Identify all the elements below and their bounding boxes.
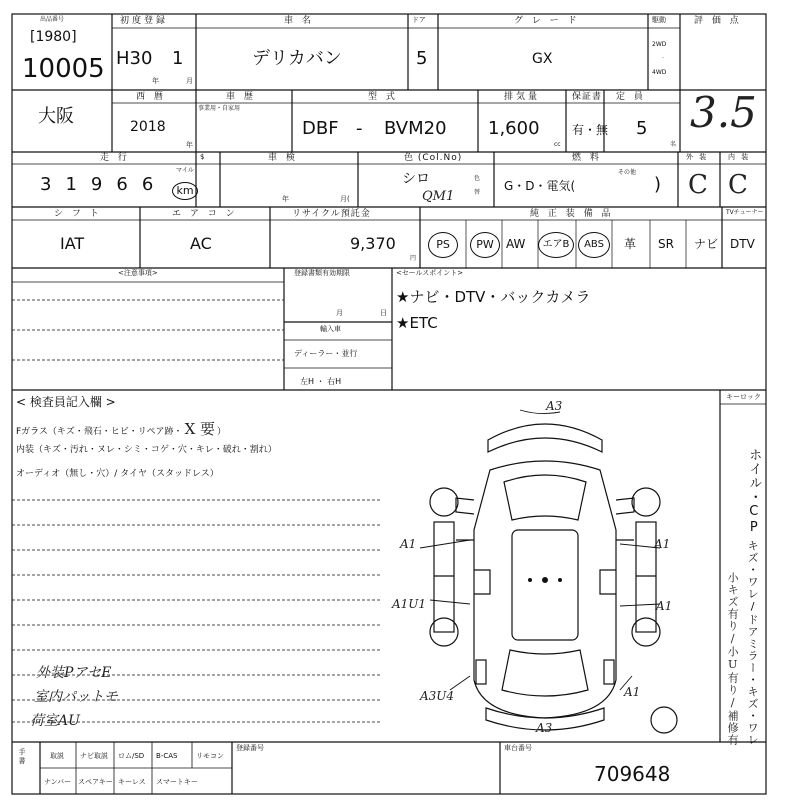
fuel-value: G・D・電気( bbox=[504, 179, 576, 193]
color-value: シロ bbox=[402, 171, 430, 187]
equipment-label: 純 正 装 備 品 bbox=[530, 209, 614, 219]
reg-number-label: 登録番号 bbox=[236, 744, 264, 752]
name-mark: 名 bbox=[670, 141, 677, 148]
bottom-hand-label: 手書 bbox=[18, 748, 26, 766]
cell-spare-key: スペアキー bbox=[78, 778, 113, 786]
equip-navi: ナビ bbox=[694, 237, 719, 251]
displacement-value: 1,600 bbox=[488, 118, 540, 139]
car-name: デリカバン bbox=[252, 48, 342, 69]
exhibit-number: 10005 bbox=[22, 54, 105, 84]
color-change-top: 色 bbox=[474, 175, 481, 182]
equip-airbag: エアB bbox=[538, 232, 574, 258]
wheel-note: ホイル・CP bbox=[746, 448, 762, 536]
recycle-label: リサイクル預託金 bbox=[292, 209, 371, 219]
recycle-value: 9,370 bbox=[350, 234, 396, 253]
hand-note-2: 室内パットモ bbox=[34, 689, 118, 705]
equip-sr: SR bbox=[658, 237, 674, 251]
sales-point-2: ★ETC bbox=[396, 314, 438, 332]
doc-day: 日 bbox=[380, 309, 387, 317]
sales-label: <セールスポイント> bbox=[396, 269, 464, 277]
mile-label: マイル bbox=[176, 167, 194, 174]
inspect-label: 車 検 bbox=[268, 153, 298, 163]
color-label: 色 (Col.No) bbox=[404, 153, 463, 163]
damage-mark-rear-left: A3U4 bbox=[420, 689, 455, 703]
mileage-digits: 3 1 9 6 6 bbox=[40, 174, 154, 195]
import-handle: 左H ・ 右H bbox=[300, 377, 342, 386]
warranty-value: 有・無 bbox=[572, 123, 609, 137]
car-name-label: 車 名 bbox=[284, 16, 314, 26]
location: 大阪 bbox=[38, 106, 74, 127]
damage-mark-rear-right: A1 bbox=[624, 685, 641, 699]
tv-tuner-label: TVチューナー bbox=[726, 209, 764, 216]
damage-mark-right-rear: A1 bbox=[656, 599, 673, 613]
doc-expiry-label: 登録書類有効期限 bbox=[294, 269, 350, 277]
year-mark-2: 年 bbox=[186, 141, 193, 149]
western-label: 西 暦 bbox=[136, 92, 166, 102]
sales-point-1: ★ナビ・DTV・バックカメラ bbox=[396, 288, 591, 306]
wheel-vertical-note: キズ・ワレ/ドアミラー・キズ・ワレ bbox=[746, 540, 760, 746]
month-mark: 月 bbox=[186, 77, 193, 85]
exhibit-year: [1980] bbox=[30, 29, 77, 45]
chassis-label: 車台番号 bbox=[504, 744, 532, 752]
score-value: 3.5 bbox=[690, 88, 757, 137]
western-year: 2018 bbox=[130, 119, 166, 135]
interior-value: C bbox=[728, 170, 748, 200]
cell-remote: リモコン bbox=[196, 752, 224, 760]
cell-bcas: B-CAS bbox=[156, 752, 178, 760]
chassis-number: 709648 bbox=[594, 762, 671, 786]
inspector-line-2: 内装（キズ・汚れ・ヌレ・シミ・コゲ・穴・キレ・破れ・割れ） bbox=[16, 445, 277, 455]
hand-note-3: 荷室AU bbox=[30, 713, 80, 729]
equip-leather: 革 bbox=[624, 237, 637, 251]
equip-pw: PW bbox=[470, 232, 500, 258]
keylock-label: キーロック bbox=[726, 393, 761, 401]
yen-mark: 円 bbox=[410, 255, 417, 262]
cc-mark: cc bbox=[554, 141, 561, 148]
drive-label: 駆動 bbox=[652, 16, 666, 24]
cell-plate: ナンバー bbox=[44, 778, 72, 786]
score-label: 評 価 点 bbox=[694, 16, 742, 26]
inspection-sub: 事業用・自家用 bbox=[198, 105, 241, 112]
capacity-value: 5 bbox=[636, 118, 648, 139]
exhibit-label: 出品番号 bbox=[40, 16, 65, 23]
inspector-line-3: オーディオ（無し・穴）/ タイヤ（スタッドレス） bbox=[16, 469, 219, 479]
fuel-label: 燃 料 bbox=[572, 153, 602, 163]
exterior-value: C bbox=[688, 170, 708, 200]
model-label: 型 式 bbox=[368, 92, 398, 102]
swap-label: $ bbox=[200, 153, 205, 161]
wheel-hand-note: 小キズ有り/小U有り/補修有 bbox=[726, 572, 740, 746]
doors-value: 5 bbox=[416, 48, 428, 69]
import-label: 輸入車 bbox=[320, 325, 341, 333]
capacity-label: 定 員 bbox=[616, 92, 646, 102]
notes-label: <注意事項> bbox=[118, 269, 158, 277]
doors-label: ドア bbox=[412, 16, 426, 24]
grade-label: グ レ ー ド bbox=[514, 16, 580, 26]
equip-ps: PS bbox=[428, 232, 458, 258]
cell-rom-sd: ロム/SD bbox=[118, 752, 145, 760]
fuel-other: その他 bbox=[618, 169, 637, 176]
inspector-line-1: Fガラス（キズ・飛石・ヒビ・リペア跡・ X 要 ） bbox=[16, 420, 227, 438]
mileage-label: 走 行 bbox=[100, 153, 130, 163]
warranty-label: 保証書 bbox=[572, 92, 603, 102]
cell-smart-key: スマートキー bbox=[156, 778, 198, 786]
equip-aw: AW bbox=[506, 237, 526, 251]
cell-keyless: キーレス bbox=[118, 778, 146, 786]
hand-note-1: 外装PアセE bbox=[36, 665, 112, 681]
shift-value: IAT bbox=[60, 234, 85, 253]
shift-label: シ フ ト bbox=[54, 209, 102, 219]
damage-mark-right-front: A1 bbox=[654, 537, 671, 551]
fuel-close: ) bbox=[654, 174, 662, 195]
equip-dtv: DTV bbox=[730, 237, 755, 251]
color-change-bottom: 替 bbox=[474, 189, 481, 196]
inspect-year: 年 bbox=[282, 195, 289, 203]
model-dash: - bbox=[356, 118, 363, 139]
year-mark: 年 bbox=[152, 77, 159, 85]
first-reg-label: 初度登録 bbox=[120, 16, 169, 26]
km-mark: km bbox=[172, 182, 198, 200]
auction-sheet: 出品番号 [1980] 10005 初度登録 H30 1 年 月 車 名 デリカバン ドア 5 グ レ ー ド GX 駆動 2WD · 4WD 評 価 点 大阪 西 暦 2018 年 車 歴 事業用・自家用 型 式 DBF - BVM20 排気量 1,600 cc 保証書 有・無 定 員 5 名 3.5 走 行 3 1 9 6 6 マイル km $ 車 検 年 月( 色 (Col.No) シロ QM1 色 替 燃 料 G・D・電気( その他 ) 外 装 C 内 装 C シ フ ト IAT エ ア コ ン AC リサイクル預託金 9,370 円 純 正 装 備 品 TVチューナー PS PW AW エアB ABS 革 SR ナビ DTV <注意事項> 登録書類有効期限 月 日 輸入車 ディーラー・並行 左H ・ 右H <セールスポイント> ★ナビ・DTV・バックカメラ ★ETC < 検査員記入欄 > Fガラス（キズ・飛石・ヒビ・リペア跡・ X 要 ） 内装（キズ・汚れ・ヌレ・シミ・コゲ・穴・キレ・破れ・割れ） オーディオ（無し・穴）/ タイヤ（スタッドレス） 外装PアセE 室内パットモ 荷室AU A3 A1 A1 A1U1 A1 A3U4 A1 A3 キーロック ホイル・CP キズ・ワレ/ドアミラー・キズ・ワレ 小キズ有り/小U有り/補修有 手書 取説 ナビ取説 ロム/SD B-CAS リモコン ナンバー スペアキー キーレス スマートキー 登録番号 車台番号 709648 bbox=[0, 0, 800, 800]
windshield-mark: X 要 bbox=[184, 420, 216, 438]
inspector-title: < 検査員記入欄 > bbox=[16, 395, 116, 409]
grade-value: GX bbox=[532, 51, 553, 67]
cell-navi-manual: ナビ取説 bbox=[80, 752, 108, 760]
first-reg-era: H30 bbox=[116, 48, 153, 69]
inspection-label: 車 歴 bbox=[226, 92, 256, 102]
ac-value: AC bbox=[190, 234, 212, 253]
cell-manual: 取説 bbox=[50, 752, 64, 760]
damage-mark-front: A3 bbox=[546, 399, 563, 413]
displacement-label: 排気量 bbox=[504, 92, 541, 102]
drive-4wd: 4WD bbox=[652, 69, 667, 76]
import-dealer: ディーラー・並行 bbox=[294, 349, 358, 358]
first-reg-month: 1 bbox=[172, 48, 184, 69]
drive-2wd: 2WD bbox=[652, 41, 667, 48]
damage-mark-left-rear: A1U1 bbox=[392, 597, 427, 611]
model-code: BVM20 bbox=[384, 118, 447, 139]
color-code: QM1 bbox=[422, 189, 455, 204]
model-prefix: DBF bbox=[302, 118, 339, 139]
equip-abs: ABS bbox=[578, 232, 610, 258]
damage-mark-left-front: A1 bbox=[400, 537, 417, 551]
damage-mark-rear: A3 bbox=[536, 721, 553, 735]
interior-label: 内 装 bbox=[728, 153, 751, 161]
doc-month: 月 bbox=[336, 309, 343, 317]
ac-label: エ ア コ ン bbox=[172, 209, 238, 219]
exterior-label: 外 装 bbox=[686, 153, 709, 161]
inspect-month: 月( bbox=[340, 195, 350, 203]
